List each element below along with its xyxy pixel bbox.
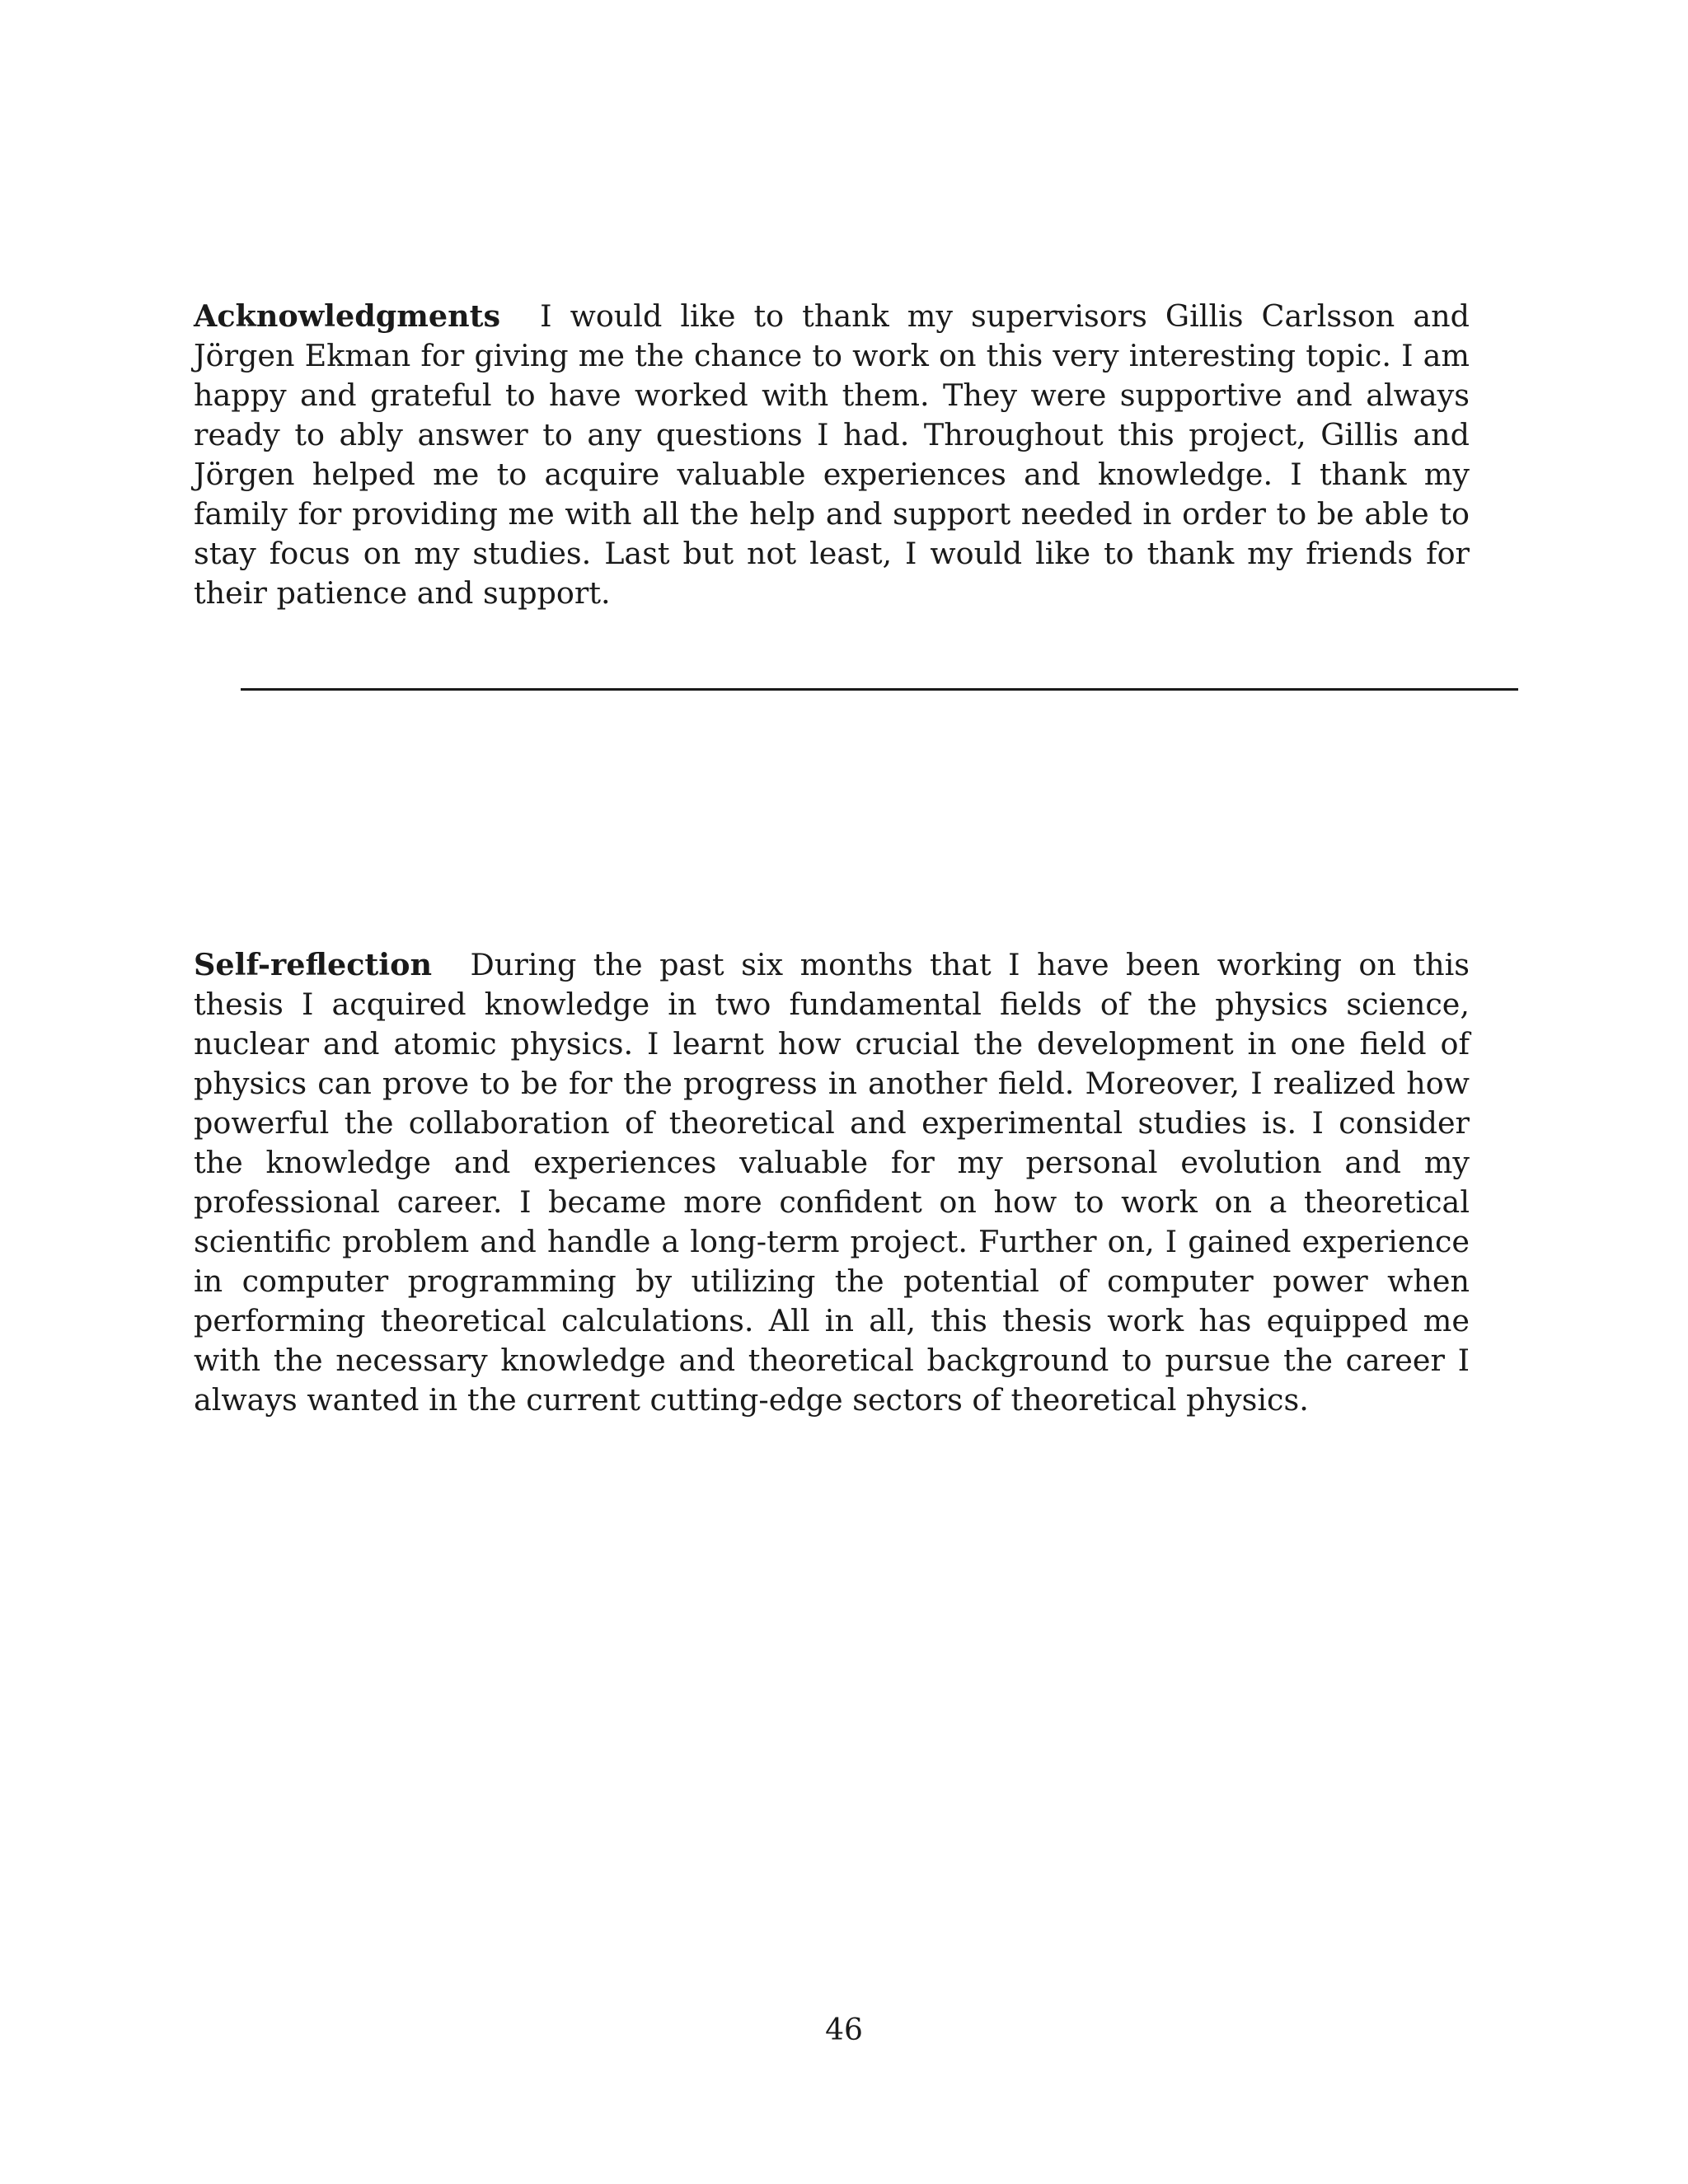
acknowledgments-text: I would like to thank my supervisors Gillis Carlsson and Jörgen Ekman for giving me the chance to work on this very interesting topic. I am happy and grateful to have worked with them. They were supportive and always ready to ably answer to any questions I had. Throughout this project, Gillis and Jörgen helped me to acquire valuable experiences and knowledge. I thank my family for providing me with all the help and support needed in order to be able to stay focus on my studies. Last but not least, I would like to thank my friends for their patience and support. [194, 298, 1470, 611]
acknowledgments-heading: Acknowledgments [194, 298, 501, 334]
self-reflection-paragraph [194, 945, 1470, 1420]
acknowledgments-paragraph [194, 297, 1470, 613]
self-reflection-heading: Self-reflection [194, 946, 433, 982]
self-reflection-text: During the past six months that I have been working on this thesis I acquired knowledge in two fundamental fields of the physics science, nuclear and atomic physics. I learnt how crucial the development in one field of physics can prove to be for the progress in another field. Moreover, I realized how powerful the collaboration of theoretical and experimental studies is. I consider the knowledge and experiences valuable for my personal evolution and my professional career. I became more confident on how to work on a theoretical scientific problem and handle a long-term project. Further on, I gained experience in computer programming by utilizing the potential of computer power when performing theoretical calculations. All in all, this thesis work has equipped me with the necessary knowledge and theoretical background to pursue the career I always wanted in the current cutting-edge sectors of theoretical physics. [194, 946, 1470, 1418]
horizontal-rule [241, 688, 1518, 691]
page-number: 46 [825, 2013, 863, 2047]
